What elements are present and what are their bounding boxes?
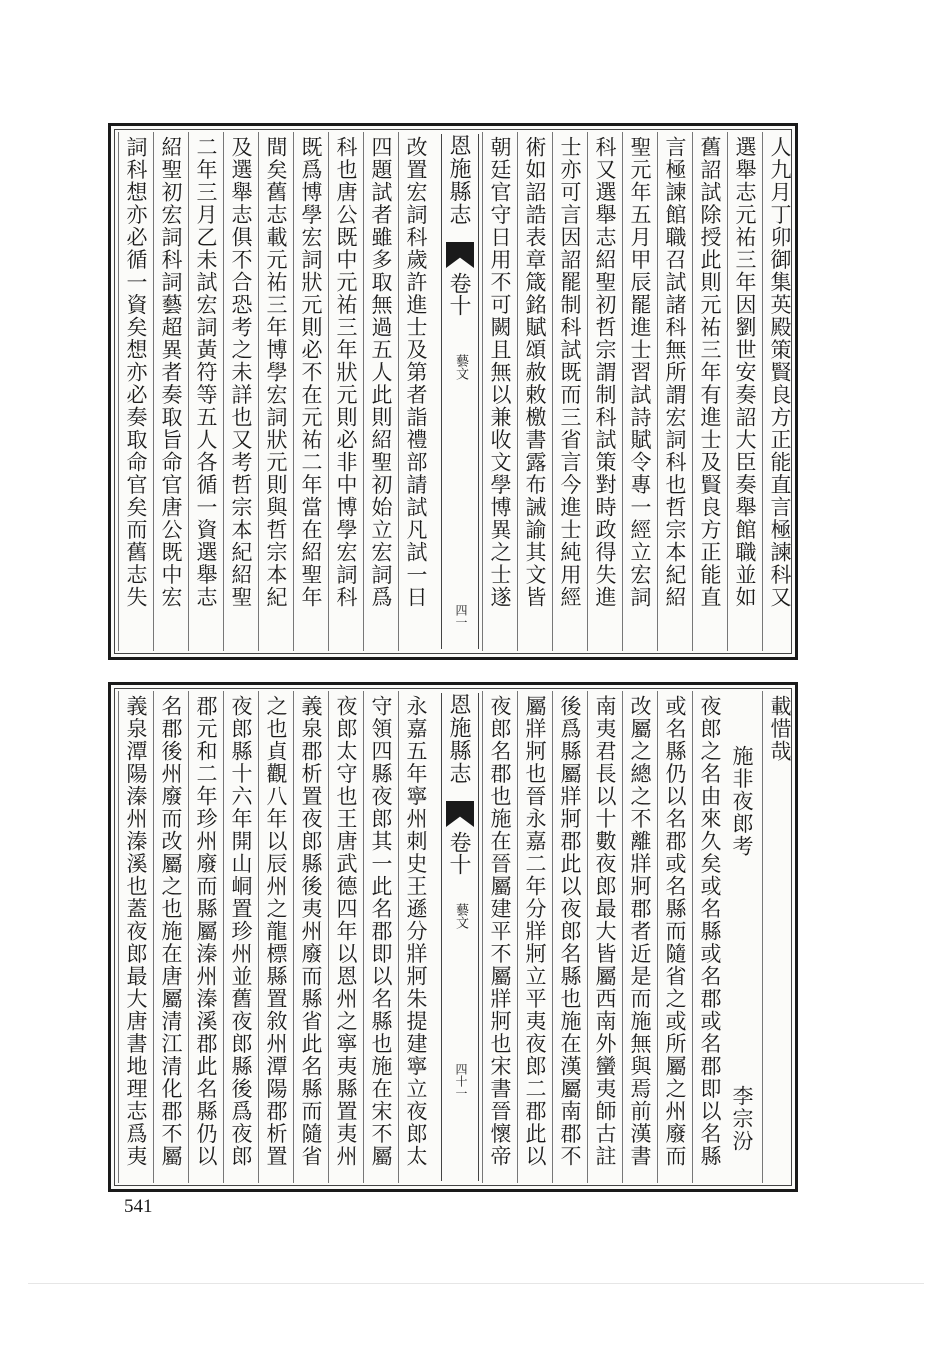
text-column: 人九月丁卯御集英殿策賢良方正能直言極諫科又 (768, 136, 792, 609)
lower-page-scan (108, 682, 798, 1192)
fishtail-mark (446, 801, 474, 827)
text-column: 朝廷官守日用不可闕且無以兼收文學博異之士遂 (488, 136, 512, 609)
text-column: 術如詔誥表章箴銘賦頌赦敕檄書露布誡諭其文皆 (523, 136, 547, 609)
column-rule (552, 132, 553, 651)
center-margin-column (441, 693, 479, 1181)
column-rule (258, 691, 259, 1183)
column-rule (622, 132, 623, 651)
column-rule (692, 132, 693, 651)
column-rule (293, 132, 294, 651)
scan-edge-line (28, 1283, 924, 1284)
section-label: 藝文 (453, 354, 468, 380)
text-column: 夜郎縣十六年開山峒置珍州並舊夜郎縣後爲夜郎 (229, 695, 253, 1168)
text-column: 南夷君長以十數夜郎最大皆屬西南外蠻夷師古註 (593, 695, 617, 1168)
column-rule (328, 691, 329, 1183)
column-rule (657, 691, 658, 1183)
column-rule (692, 691, 693, 1183)
section-label: 藝文 (453, 903, 468, 929)
text-column: 科也唐公既中元祐三年狀元則必非中博學宏詞科 (334, 136, 358, 609)
text-column: 改屬之總之不離牂牁郡者近是而施無與焉前漢書 (628, 695, 652, 1168)
column-rule (552, 691, 553, 1183)
column-rule (293, 691, 294, 1183)
text-column: 二年三月乙未試宏詞黃符等五人各循一資選舉志 (194, 136, 218, 609)
folio-number: 四一 (454, 604, 468, 628)
column-rule (587, 691, 588, 1183)
column-rule (482, 132, 483, 651)
column-rule (258, 132, 259, 651)
column-rule (188, 691, 189, 1183)
text-column: 永嘉五年寧州刺史王遜分牂牁朱提建寧立夜郎太 (404, 695, 428, 1168)
text-column: 義泉潭陽溱州溱溪也蓋夜郎最大唐書地理志爲夷 (124, 695, 148, 1168)
volume-label: 卷十 (446, 272, 471, 316)
column-rule (328, 132, 329, 651)
fishtail-mark (446, 242, 474, 268)
column-rule (398, 691, 399, 1183)
folio-number: 四十一 (454, 1063, 468, 1099)
text-column: 紹聖初宏詞科詞藝超異者奏取旨命官唐公既中宏 (159, 136, 183, 609)
column-rule (657, 132, 658, 651)
column-rule (762, 691, 763, 1183)
text-column: 改置宏詞科歲許進士及第者詣禮部請試凡試一日 (404, 136, 428, 609)
column-rule (762, 132, 763, 651)
column-rule (363, 691, 364, 1183)
text-column: 聖元年五月甲辰罷進士習試詩賦令專一經立宏詞 (628, 136, 652, 609)
text-column: 詞科想亦必循一資矣想亦必奏取命官矣而舊志失 (124, 136, 148, 609)
column-rule (482, 691, 483, 1183)
text-column: 四題試者雖多取無過五人此則紹聖初始立宏詞爲 (369, 136, 393, 609)
column-rule (188, 132, 189, 651)
page-number: 541 (124, 1196, 153, 1217)
column-rule (587, 132, 588, 651)
essay-author: 李宗汾 (730, 1085, 754, 1153)
text-column: 夜郎名郡也施在晉屬建平不屬牂牁也宋書晉懷帝 (488, 695, 512, 1168)
text-column: 言極諫館職召試諸科無所謂宏詞科也哲宗本紀紹 (663, 136, 687, 609)
text-column: 守領四縣夜郎其一此名郡即以名縣也施在宋不屬 (369, 695, 393, 1168)
column-rule (153, 691, 154, 1183)
text-column: 屬牂牁也晉永嘉二年分牂牁立平夷夜郎二郡此以 (523, 695, 547, 1168)
text-column: 或名縣仍以名郡或名縣而隨省之或所屬之州廢而 (663, 695, 687, 1168)
text-column: 及選舉志俱不合恐考之未詳也又考哲宗本紀紹聖 (229, 136, 253, 609)
volume-label: 卷十 (446, 831, 471, 875)
text-column: 選舉志元祐三年因劉世安奏詔大臣奏舉館職並如 (733, 136, 757, 609)
running-title: 恩施縣志 (446, 134, 471, 226)
text-column: 夜郎太守也王唐武德四年以恩州之寧夷縣置夷州 (334, 695, 358, 1168)
column-rule (223, 132, 224, 651)
column-rule (517, 132, 518, 651)
column-rule (118, 691, 119, 1183)
text-column: 郡元和二年珍州廢而縣屬溱州溱溪郡此名縣仍以 (194, 695, 218, 1168)
essay-title: 施非夜郎考 (730, 745, 754, 858)
text-column: 載惜哉 (768, 695, 792, 763)
text-column: 既爲博學宏詞狀元則必不在元祐二年當在紹聖年 (299, 136, 323, 609)
column-rule (398, 132, 399, 651)
running-title: 恩施縣志 (446, 693, 471, 785)
text-column: 間矣舊志載元祐三年博學宏詞狀元則與哲宗本紀 (264, 136, 288, 609)
text-column: 之也貞觀八年以辰州之龍標縣置敘州潭陽郡析置 (264, 695, 288, 1168)
column-rule (622, 691, 623, 1183)
column-rule (517, 691, 518, 1183)
text-column: 舊詔試除授此則元祐三年有進士及賢良方正能直 (698, 136, 722, 609)
text-column: 名郡後州廢而改屬之也施在唐屬清江清化郡不屬 (159, 695, 183, 1168)
text-column: 科又選舉志紹聖初哲宗謂制科試策對時政得失進 (593, 136, 617, 609)
column-rule (153, 132, 154, 651)
upper-page-scan (108, 123, 798, 660)
column-rule (118, 132, 119, 651)
column-rule (223, 691, 224, 1183)
column-rule (363, 132, 364, 651)
text-column: 士亦可言因詔罷制科試既而三省言今進士純用經 (558, 136, 582, 609)
text-column: 義泉郡析置夜郎縣後夷州廢而縣省此名縣而隨省 (299, 695, 323, 1168)
text-column: 夜郎之名由來久矣或名縣或名郡或名郡即以名縣 (698, 695, 722, 1168)
text-column: 後爲縣屬牂牁郡此以夜郎名縣也施在漢屬南郡不 (558, 695, 582, 1168)
column-rule (727, 132, 728, 651)
center-margin-column (441, 134, 479, 649)
